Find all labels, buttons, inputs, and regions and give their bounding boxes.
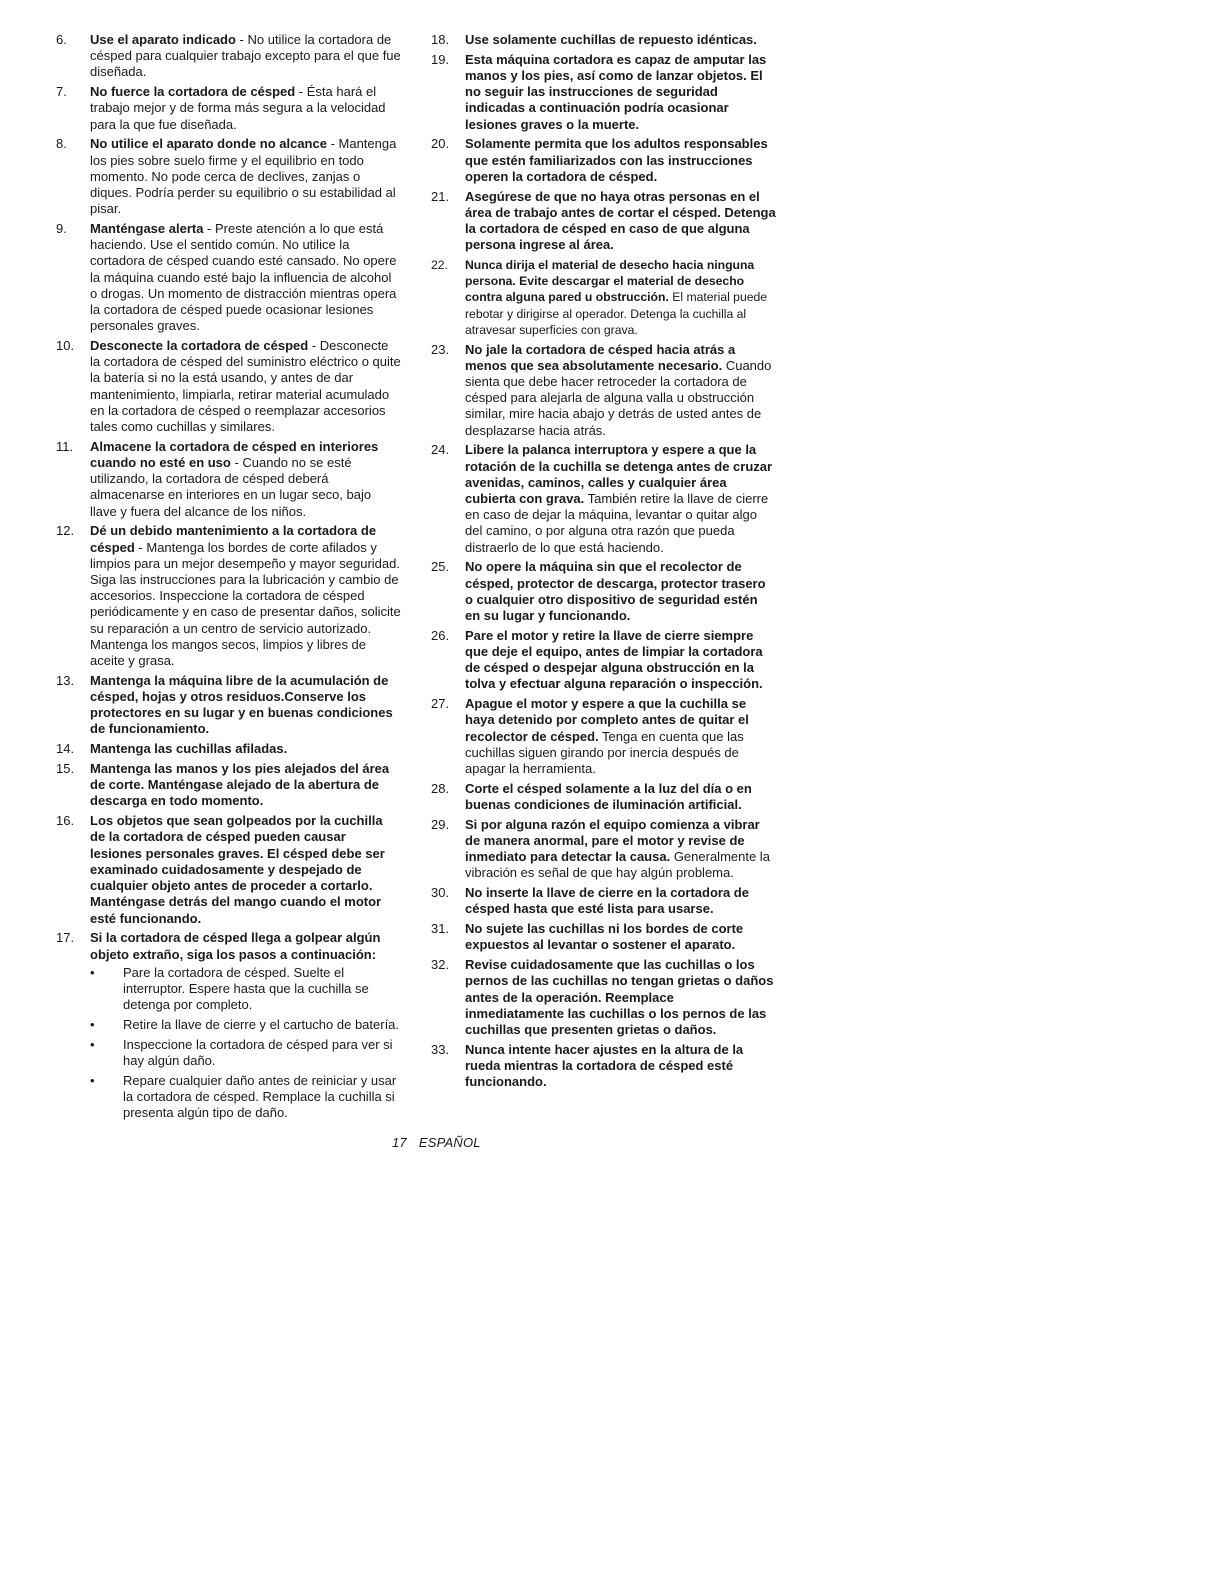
item-number: 15. (56, 761, 75, 777)
safety-item-31 (431, 921, 776, 953)
list-item: • Pare la cortadora de césped. Suelte el interruptor. Espere hasta que la cuchilla se detenga por completo. (90, 964, 369, 1013)
item-number: 18. (431, 32, 450, 47)
item-heading: No jale la cortadora de césped hacia atrás a menos que sea absolutamente necesario. (465, 341, 736, 373)
item-heading: No utilice el aparato donde no alcance (90, 136, 327, 152)
manual-page (56, 32, 776, 1129)
safety-item-29 (431, 817, 776, 882)
item-number: 28. (431, 780, 450, 796)
item-number: 6. (56, 32, 67, 47)
bullet-icon: • (90, 1072, 95, 1088)
safety-item-14 (56, 741, 401, 757)
item-text: - No utilice la cortadora de césped para cualquier trabajo excepto para el que fue diseñada. (90, 32, 401, 80)
two-column-layout (56, 32, 776, 1129)
bullet-icon: • (90, 964, 95, 980)
item-number: 27. (431, 696, 450, 712)
item-number: 10. (56, 338, 75, 354)
safety-item-11 (56, 439, 401, 520)
item-heading: Revise cuidadosamente que las cuchillas o los pernos de las cuchillas no tengan grietas o daños antes de la operación. Reemplace inmediatamente las cuchillas o los pernos de las cuchillas que presenten grietas o daños. (465, 957, 774, 1038)
item-heading: Corte el césped solamente a la luz del día o en buenas condiciones de iluminación artificial. (465, 780, 752, 813)
item-heading: Nunca dirija el material de desecho hacia ninguna persona. Evite descargar el material de desecho contra alguna pared u obstrucción. (465, 258, 755, 305)
item-heading: Almacene la cortadora de césped en interiores cuando no esté en uso (90, 438, 379, 471)
item-heading: No inserte la llave de cierre en la cortadora de césped hasta que esté lista para usarse. (465, 885, 749, 917)
safety-item-25 (431, 559, 776, 624)
item-text: - Mantenga los pies sobre suelo firme y el equilibrio en todo momento. No pode cerca de declives, zanjas o diques. Podría perder su equilibrio o su estabilidad al pisar. (90, 136, 397, 217)
item-number: 25. (431, 559, 450, 575)
item-text: Cuando sienta que debe hacer retroceder la cortadora de césped para alejarla de alguna valla u obstrucción similar, mire hacia abajo y detrás de usted antes de desplazarse hacia atrás. (465, 357, 772, 438)
list-item: • Inspeccione la cortadora de césped para ver si hay algún daño. (90, 1036, 393, 1068)
item-heading: Use el aparato indicado (90, 32, 236, 47)
item-number: 19. (431, 51, 450, 67)
safety-item-32 (431, 957, 776, 1038)
safety-item-8 (56, 136, 401, 217)
item-number: 17. (56, 930, 75, 946)
item-number: 22. (431, 258, 448, 273)
item-number: 31. (431, 921, 450, 937)
item-heading: Dé un debido mantenimiento a la cortadora de césped (90, 523, 377, 555)
item-number: 11. (56, 438, 74, 454)
safety-item-19 (431, 52, 776, 133)
item-heading: Los objetos que sean golpeados por la cuchilla de la cortadora de césped pueden causar lesiones personales graves. El césped debe ser examinado cuidadosamente y despejado de cualquier objeto antes de proceder a cortarlo. Manténgase detrás del mango cuando el motor esté funcionando. (90, 813, 385, 926)
right-column (431, 32, 776, 1129)
safety-item-20 (431, 136, 776, 185)
page-number: 17 (392, 1135, 407, 1150)
bullet-icon: • (90, 1016, 95, 1032)
item-number: 14. (56, 741, 75, 757)
item-heading: Esta máquina cortadora es capaz de amputar las manos y los pies, así como de lanzar objetos. El no seguir las instrucciones de seguridad indicadas a continuación podría ocasionar lesiones graves o la muerte. (465, 51, 767, 132)
item-heading: No opere la máquina sin que el recolector de césped, protector de descarga, protector trasero o cualquier otro dispositivo de seguridad estén en su lugar y funcionando. (465, 559, 766, 624)
left-column (56, 32, 401, 1129)
item-text: El material puede rebotar y dirigirse al operador. Detenga la cuchilla al atravesar superficies con grava. (465, 290, 768, 337)
item-heading: No sujete las cuchillas ni los bordes de corte expuestos al levantar o sostener el aparato. (465, 921, 744, 953)
safety-item-18 (431, 32, 776, 48)
item-heading: Si por alguna razón el equipo comienza a vibrar de manera anormal, pare el motor y revise de inmediato para detectar la causa. (465, 816, 760, 865)
item-text: - Preste atención a lo que está haciendo. Use el sentido común. No utilice la cortadora de césped cuando esté cansado. No opere la máquina cuando esté bajo la influencia de alcohol o drogas. Un momento de distracción mientras opera la cortadora de césped puede ocasionar lesiones personales graves. (90, 221, 397, 334)
item-heading: Manténgase alerta (90, 221, 204, 237)
safety-item-6 (56, 32, 401, 81)
list-item: • Repare cualquier daño antes de reiniciar y usar la cortadora de césped. Remplace la cuchilla si presenta algún tipo de daño. (90, 1072, 397, 1121)
item-number: 9. (56, 221, 67, 237)
bullet-list (90, 965, 401, 1122)
item-text: - Cuando no se esté utilizando, la cortadora de césped deberá almacenarse en interiores en un lugar seco, bajo llave y fuera del alcance de los niños. (90, 455, 372, 519)
item-number: 30. (431, 885, 450, 901)
safety-item-28 (431, 781, 776, 813)
item-heading: Apague el motor y espere a que la cuchilla se haya detenido por completo antes de quitar el recolector de césped. (465, 696, 749, 744)
item-number: 23. (431, 341, 450, 357)
bullet-icon: • (90, 1036, 95, 1052)
safety-item-12 (56, 523, 401, 669)
item-heading: Asegúrese de que no haya otras personas en el área de trabajo antes de cortar el césped. Detenga la cortadora de césped en caso de que alguna persona ingrese al área. (465, 188, 776, 253)
item-text: - Desconecte la cortadora de césped del suministro eléctrico o quite la batería si no la está usando, y antes de dar mantenimiento, limpiarla, retirar material acumulado en la cortadora de césped o reemplazar accesorios tales como cuchillas y similares. (90, 338, 401, 435)
item-number: 16. (56, 813, 75, 829)
safety-item-27 (431, 696, 776, 777)
item-number: 26. (431, 627, 450, 643)
item-number: 20. (431, 136, 450, 152)
item-heading: Mantenga la máquina libre de la acumulación de césped, hojas y otros residuos.Conserve los protectores en su lugar y en buenas condiciones de funcionamiento. (90, 672, 393, 737)
safety-item-33 (431, 1042, 776, 1091)
item-heading: Mantenga las cuchillas afiladas. (90, 741, 288, 757)
item-text: - Mantenga los bordes de corte afilados y limpios para un mejor desempeño y mayor seguridad. Siga las instrucciones para la lubricación y cambio de accesorios. Inspeccione la cortadora de césped periódicamente y en caso de presentar daños, solicite su reparación a un centro de servicio autorizado. Mantenga los mangos secos, limpios y libres de aceite y grasa. (90, 539, 401, 669)
item-text: Generalmente la vibración es señal de que hay algún problema. (465, 849, 770, 881)
item-heading: Solamente permita que los adultos responsables que estén familiarizados con las instrucciones operen la cortadora de césped. (465, 136, 768, 184)
item-heading: Use solamente cuchillas de repuesto idénticas. (465, 32, 757, 47)
item-number: 12. (56, 523, 75, 539)
page-footer (392, 1135, 481, 1150)
item-number: 32. (431, 957, 450, 973)
item-heading: Libere la palanca interruptora y espere a que la rotación de la cuchilla se detenga antes de cruzar avenidas, caminos, calles y cualquier área cubierta con grava. (465, 442, 773, 507)
item-number: 24. (431, 442, 450, 458)
item-number: 29. (431, 816, 450, 832)
safety-item-26 (431, 628, 776, 693)
item-number: 8. (56, 136, 67, 152)
item-heading: Si la cortadora de césped llega a golpear algún objeto extraño, siga los pasos a continuación: (90, 930, 381, 962)
item-number: 7. (56, 84, 67, 100)
item-number: 13. (56, 672, 75, 688)
safety-item-24 (431, 442, 776, 555)
item-number: 21. (431, 188, 450, 204)
safety-item-21 (431, 189, 776, 254)
safety-item-7 (56, 84, 401, 133)
safety-item-13 (56, 673, 401, 738)
footer-language: ESPAÑOL (418, 1135, 481, 1150)
safety-item-9 (56, 221, 401, 334)
safety-item-15 (56, 761, 401, 810)
safety-item-16 (56, 813, 401, 926)
item-heading: Mantenga las manos y los pies alejados del área de corte. Manténgase alejado de la abertura de descarga en todo momento. (90, 761, 390, 809)
item-heading: Pare el motor y retire la llave de cierre siempre que deje el equipo, antes de limpiar la cortadora de césped o despejar alguna obstrucción en la tolva y efectuar alguna reparación o inspección. (465, 627, 763, 692)
item-text: También retire la llave de cierre en caso de dejar la máquina, levantar o quitar algo del camino, o por alguna otra razón que pueda distraerlo de lo que está haciendo. (465, 491, 769, 555)
item-heading: Nunca intente hacer ajustes en la altura de la rueda mientras la cortadora de césped esté funcionando. (465, 1041, 744, 1090)
item-heading: Desconecte la cortadora de césped (90, 338, 309, 354)
item-text: - Ésta hará el trabajo mejor y de forma más segura a la velocidad para la que fue diseñada. (90, 84, 386, 132)
list-item: • Retire la llave de cierre y el cartucho de batería. (90, 1016, 400, 1032)
item-text: Tenga en cuenta que las cuchillas siguen girando por inercia después de apagar la herramienta. (465, 728, 744, 777)
safety-item-22 (431, 257, 776, 338)
item-heading: No fuerce la cortadora de césped (90, 84, 296, 100)
safety-item-23 (431, 342, 776, 439)
safety-item-10 (56, 338, 401, 435)
safety-item-17 (56, 930, 401, 1125)
safety-item-30 (431, 885, 776, 917)
item-number: 33. (431, 1041, 450, 1057)
